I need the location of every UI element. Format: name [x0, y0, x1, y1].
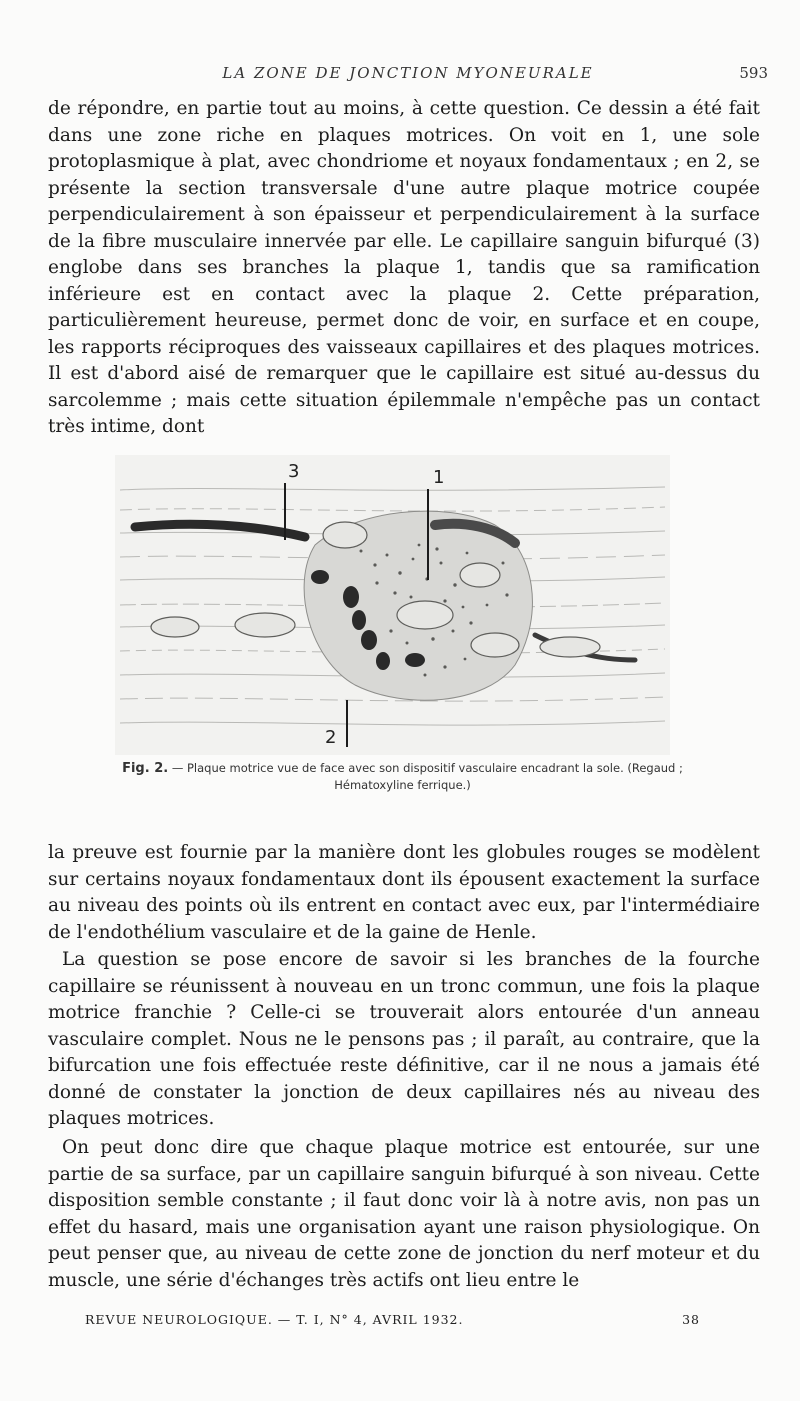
running-head	[48, 64, 768, 88]
footer-sheet-number: 38	[682, 1312, 700, 1327]
paragraph-conclusion: On peut donc dire que chaque plaque motrice est entourée, sur une partie de sa surface, par un capillaire sanguin bifurqué à son niveau. Cette disposition semble constante ; il faut donc voir là à notre avis, non pas un effet du hasard, mais une organisation ayant une raison physiologique. On peut penser que, au niveau de cette zone de jonction du nerf moteur et du muscle, une série d'échanges très actifs ont lieu entre le	[48, 1137, 760, 1291]
capillary-upper-branch	[135, 524, 305, 537]
figure-label-1: 1	[433, 467, 445, 488]
page-footer	[85, 1312, 700, 1332]
figure-label-2: 2	[325, 727, 337, 748]
footer-journal-citation: REVUE NEUROLOGIQUE. — T. I, N° 4, AVRIL 1932.	[85, 1312, 464, 1327]
figure-caption	[100, 760, 705, 793]
paragraph-capillary-fork: La question se pose encore de savoir si les branches de la fourche capillaire se réunissent à nouveau en un tronc commun, une fois la plaque motrice franchie ? Celle-ci se trouverait alors entourée d'un anneau vasculaire complet. Nous ne le pensons pas ; il paraît, au contraire, que la bifurcation une fois effectuée reste définitive, car il ne nous a jamais été donné de constater la jonction de deux capillaires nés au niveau des plaques motrices.	[48, 949, 760, 1129]
running-title: LA ZONE DE JONCTION MYONEURALE	[222, 64, 594, 82]
page-number: 593	[739, 64, 768, 82]
paragraph-globules: la preuve est fournie par la manière dont les globules rouges se modèlent sur certains noyaux fondamentaux dont ils épousent exactement la surface au niveau des points où ils entrent en contact avec eux, par l'intermédiaire de l'endothélium vasculaire et de la gaine de Henle.	[48, 842, 760, 943]
muscle-fiber-drawing	[115, 455, 670, 755]
caption-figure-number: Fig. 2.	[122, 761, 169, 776]
paragraph-intro: de répondre, en partie tout au moins, à cette question. Ce dessin a été fait dans une zone riche en plaques motrices. On voit en 1, une sole protoplasmique à plat, avec chondriome et noyaux fondamentaux ; en 2, se présente la section transversale d'une autre plaque motrice coupée perpendiculairement à son épaisseur et perpendiculairement à la surface de la fibre musculaire innervée par elle. Le capillaire sanguin bifurqué (3) englobe dans ses branches la plaque 1, tandis que sa ramification inférieure est en contact avec la plaque 2. Cette préparation, particulièrement heureuse, permet donc de voir, en surface et en coupe, les rapports réciproques des vaisseaux capillaires et des plaques motrices. Il est d'abord aisé de remarquer que le capillaire est situé au-dessus du sarcolemme ; mais cette situation épilemmale n'empêche pas un contact très intime, dont	[48, 98, 760, 437]
histology-figure	[115, 455, 670, 755]
figure-label-3: 3	[288, 461, 300, 482]
caption-text: — Plaque motrice vue de face avec son dispositif vasculaire encadrant la sole. (Regaud ; Hématoxyline ferrique.)	[171, 761, 683, 792]
